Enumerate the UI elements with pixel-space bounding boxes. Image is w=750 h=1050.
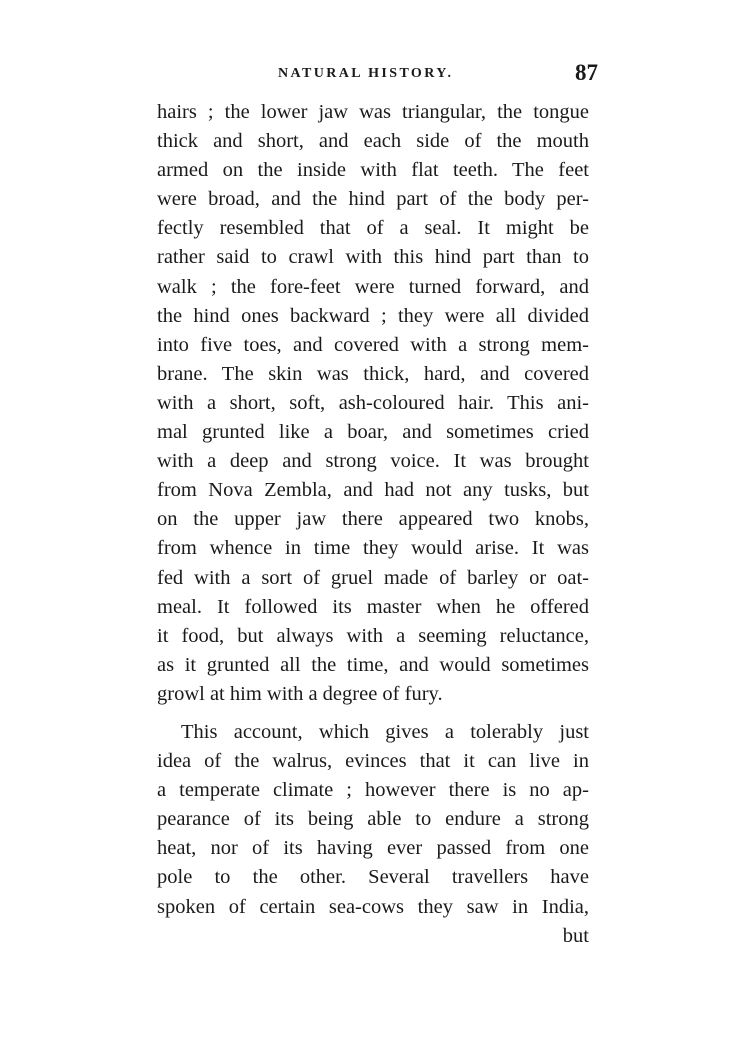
catchword: but xyxy=(562,924,589,947)
text-line: with a short, soft, ash-coloured hair. This ani- xyxy=(157,391,589,414)
text-line: were broad, and the hind part of the body per- xyxy=(157,188,589,211)
text-line: thick and short, and each side of the mouth xyxy=(157,130,589,153)
text-line: on the upper jaw there appeared two knobs, xyxy=(157,508,589,531)
text-line: brane. The skin was thick, hard, and covered xyxy=(157,362,589,385)
text-line: fectly resembled that of a seal. It might be xyxy=(157,217,589,240)
text-line: a temperate climate ; however there is no ap- xyxy=(157,779,589,802)
text-line: growl at him with a degree of fury. xyxy=(157,682,443,705)
paragraph-1 xyxy=(157,98,589,709)
text-line: from Nova Zembla, and had not any tusks, but xyxy=(157,479,589,502)
text-line: into five toes, and covered with a strong mem- xyxy=(157,333,589,356)
text-line: armed on the inside with flat teeth. The feet xyxy=(157,159,589,182)
text-line: hairs ; the lower jaw was triangular, the tongue xyxy=(157,101,589,123)
text-line: heat, nor of its having ever passed from one xyxy=(157,837,589,860)
text-line: rather said to crawl with this hind part than to xyxy=(157,246,589,269)
text-line: the hind ones backward ; they were all divided xyxy=(157,304,589,327)
text-line: meal. It followed its master when he offered xyxy=(157,595,589,618)
text-line: fed with a sort of gruel made of barley or oat- xyxy=(157,566,589,589)
text-line: spoken of certain sea-cows they saw in India, xyxy=(157,895,589,918)
text-line: idea of the walrus, evinces that it can live in xyxy=(157,750,589,773)
body-text xyxy=(157,98,589,951)
paragraph-gap xyxy=(157,709,589,718)
text-line: from whence in time they would arise. It was xyxy=(157,537,589,560)
text-line: walk ; the fore-feet were turned forward, and xyxy=(157,275,589,298)
running-head-title: NATURAL HISTORY. xyxy=(278,66,454,81)
text-line: as it grunted all the time, and would sometimes xyxy=(157,653,589,676)
text-line: This account, which gives a tolerably just xyxy=(181,720,589,743)
text-line: pole to the other. Several travellers have xyxy=(157,866,589,889)
text-line: with a deep and strong voice. It was brought xyxy=(157,450,589,473)
text-line: mal grunted like a boar, and sometimes cried xyxy=(157,421,589,444)
text-line: it food, but always with a seeming reluctance, xyxy=(157,624,589,647)
running-head xyxy=(270,62,600,92)
paragraph-2 xyxy=(157,718,589,951)
page-number: 87 xyxy=(575,60,598,85)
text-line: pearance of its being able to endure a strong xyxy=(157,808,589,831)
